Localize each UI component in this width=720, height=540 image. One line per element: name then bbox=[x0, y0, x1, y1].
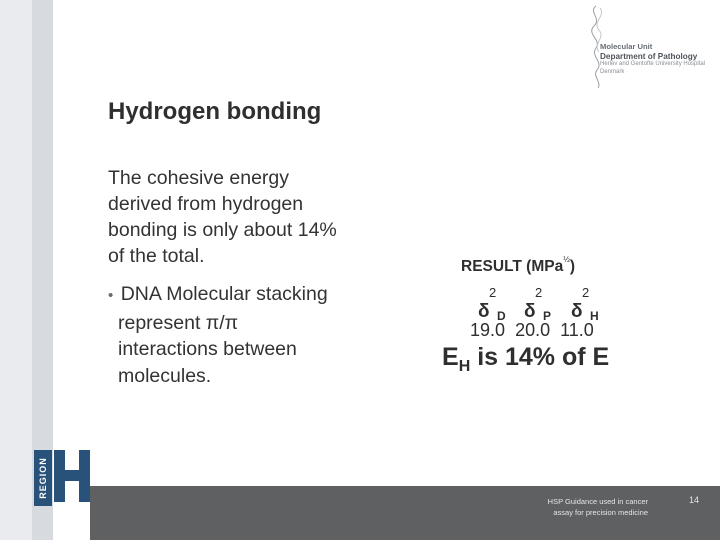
result-exponent: ½ bbox=[563, 255, 570, 264]
region-text: REGION bbox=[38, 457, 49, 499]
bullet-line-1: DNA Molecular stacking bbox=[120, 283, 328, 305]
page-number: 14 bbox=[688, 495, 699, 505]
value-d: 19.0 bbox=[470, 320, 506, 340]
bullet-item bbox=[108, 281, 368, 389]
delta-h-symbol: δ bbox=[571, 301, 583, 322]
footer-caption bbox=[520, 496, 648, 518]
value-p: 20.0 bbox=[515, 320, 551, 340]
result-close: ) bbox=[569, 258, 576, 275]
bullet-line-4: molecules. bbox=[118, 364, 212, 387]
footer-caption-line-2: assay for precision medicine bbox=[553, 508, 648, 517]
bullet-line-2: represent π/π bbox=[118, 311, 239, 334]
value-h: 11.0 bbox=[560, 320, 594, 340]
delta-h-subscript: H bbox=[590, 309, 599, 323]
eh-rest: is 14% of E bbox=[470, 343, 610, 371]
department-logo-text bbox=[600, 42, 720, 77]
delta-p-exponent: 2 bbox=[535, 285, 543, 300]
eh-subscript: H bbox=[458, 358, 471, 375]
delta-d-exponent: 2 bbox=[489, 285, 497, 300]
logo-line-hospital: Herlev and Gentofte University Hospital bbox=[600, 61, 706, 67]
delta-values bbox=[470, 320, 594, 341]
footer-caption-line-1: HSP Guidance used in cancer bbox=[547, 497, 648, 506]
logo-line-unit: Molecular Unit bbox=[600, 42, 653, 51]
eh-statement bbox=[442, 343, 610, 375]
logo-line-country: Denmark bbox=[600, 68, 625, 75]
bullet-line-3: interactions between bbox=[118, 338, 297, 360]
delta-p-symbol: δ bbox=[524, 301, 536, 322]
slide-title: Hydrogen bonding bbox=[108, 98, 322, 125]
bullet-marker: • bbox=[108, 287, 114, 304]
logo-line-department: Department of Pathology bbox=[600, 51, 698, 61]
intro-paragraph: The cohesive energy derived from hydrogen bonding is only about 14% of the total. bbox=[108, 167, 337, 267]
region-brand-label bbox=[34, 450, 52, 506]
result-heading bbox=[461, 255, 575, 276]
result-label: RESULT (MPa bbox=[461, 258, 564, 275]
delta-h-exponent: 2 bbox=[582, 285, 590, 300]
left-sidebar-band bbox=[0, 0, 32, 540]
region-h-logo-icon bbox=[54, 450, 90, 502]
delta-p-subscript: P bbox=[543, 309, 552, 323]
delta-d-subscript: D bbox=[497, 309, 506, 323]
eh-main: E bbox=[442, 343, 459, 371]
delta-d-symbol: δ bbox=[478, 301, 490, 322]
